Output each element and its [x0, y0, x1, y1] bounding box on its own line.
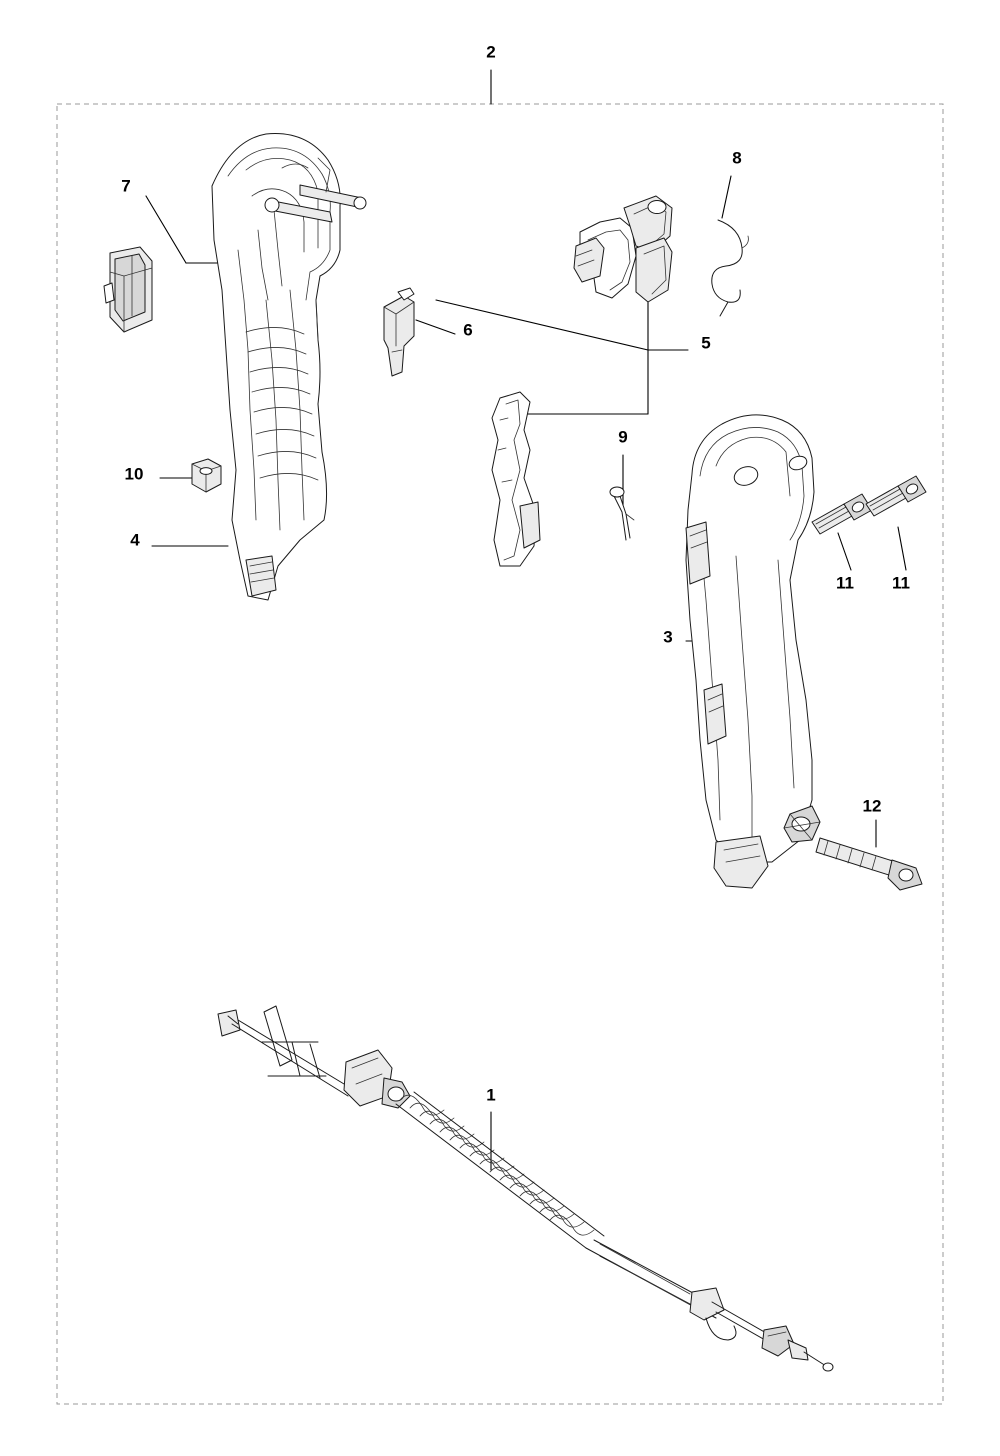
part-12-screw — [816, 838, 922, 890]
callout-11-b: 11 — [892, 573, 910, 593]
cable-coil — [400, 1095, 594, 1235]
part-1-throttle-cable — [218, 1006, 833, 1371]
part-8-spring — [712, 220, 749, 316]
part-6-clip — [384, 288, 414, 376]
callout-5: 5 — [701, 333, 711, 353]
part-5-trigger-upper — [574, 196, 672, 302]
part-5-trigger-lower — [492, 392, 540, 566]
callout-12: 12 — [862, 796, 882, 816]
callout-10: 10 — [124, 464, 144, 484]
part-11-screw-a — [812, 494, 872, 534]
part-11-screw-b — [866, 476, 926, 516]
callout-8: 8 — [732, 148, 742, 168]
part-9-cotter-pin — [610, 487, 634, 540]
callout-11-a: 11 — [836, 573, 854, 593]
callout-4: 4 — [130, 530, 140, 550]
callout-3: 3 — [663, 627, 673, 647]
callout-7: 7 — [121, 176, 131, 196]
part-10-nut — [192, 459, 221, 492]
callout-6: 6 — [463, 320, 473, 340]
part-3-handle-right — [686, 415, 820, 888]
callout-1: 1 — [486, 1085, 496, 1105]
callout-2: 2 — [486, 42, 496, 62]
part-4-handle-shell — [212, 134, 366, 600]
part-7-switch — [104, 247, 152, 332]
callout-9: 9 — [618, 427, 628, 447]
